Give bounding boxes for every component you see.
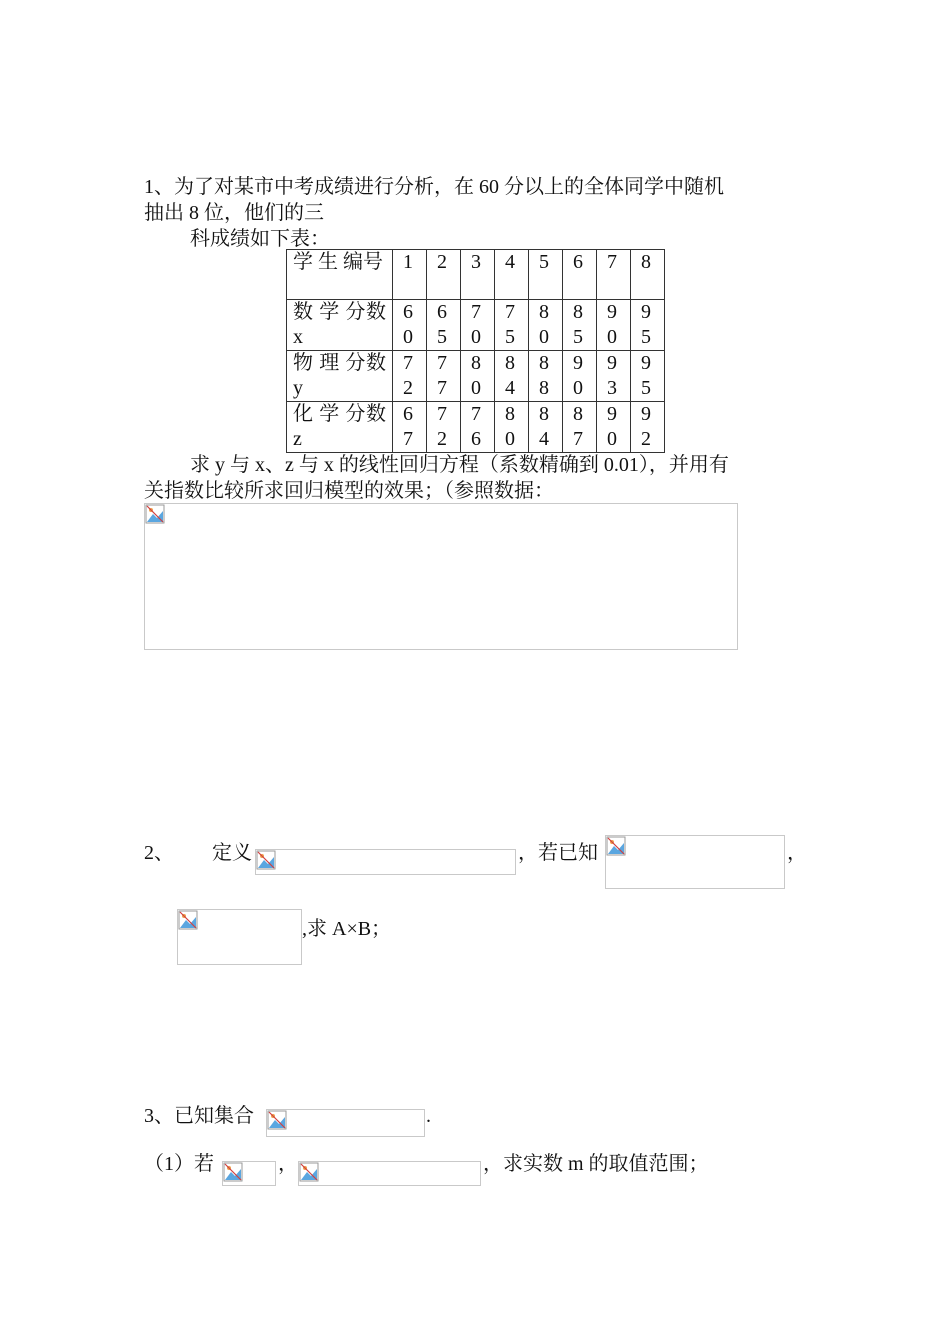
- table-row: [287, 351, 665, 402]
- problem1-line1: 1、为了对某市中考成绩进行分析，在 60 分以上的全体同学中随机: [144, 176, 724, 198]
- row-label-physics: 物 理 分数 y: [287, 351, 393, 402]
- chemistry-score: 67: [393, 402, 427, 453]
- row-label-math: 数 学 分数 x: [287, 300, 393, 351]
- set-a-formula-image: [605, 835, 785, 889]
- student-id: 6: [563, 250, 597, 300]
- header-label: 学 生 编号: [287, 250, 393, 300]
- broken-image-icon: [267, 1110, 287, 1130]
- reference-data-image: [144, 503, 738, 650]
- scores-table: [286, 249, 665, 453]
- problem3-part1-comma: ，: [278, 1153, 298, 1175]
- chemistry-score: 87: [563, 402, 597, 453]
- chemistry-score: 76: [461, 402, 495, 453]
- problem1-line5: 关指数比较所求回归模型的效果；（参照数据：: [144, 480, 554, 502]
- math-score: 60: [393, 300, 427, 351]
- problem1-line2: 抽出 8 位，他们的三: [144, 202, 324, 224]
- problem2-comma: ，: [787, 842, 807, 864]
- broken-image-icon: [145, 504, 165, 524]
- math-score: 95: [631, 300, 665, 351]
- math-score: 80: [529, 300, 563, 351]
- chemistry-score: 90: [597, 402, 631, 453]
- physics-score: 84: [495, 351, 529, 402]
- broken-image-icon: [299, 1162, 319, 1182]
- condition-formula-image: [222, 1161, 276, 1186]
- problem1-line3: 科成绩如下表：: [190, 228, 330, 250]
- math-score: 90: [597, 300, 631, 351]
- problem3-line1: 3、已知集合: [144, 1105, 254, 1127]
- math-score: 75: [495, 300, 529, 351]
- physics-score: 90: [563, 351, 597, 402]
- student-id: 1: [393, 250, 427, 300]
- physics-score: 88: [529, 351, 563, 402]
- row-label-chemistry: 化 学 分数 z: [287, 402, 393, 453]
- condition2-formula-image: [298, 1161, 481, 1186]
- math-score: 85: [563, 300, 597, 351]
- student-id: 3: [461, 250, 495, 300]
- math-score: 70: [461, 300, 495, 351]
- table-row: [287, 250, 665, 300]
- set-formula-image: [266, 1109, 425, 1137]
- problem1-line4: 求 y 与 x、z 与 x 的线性回归方程（系数精确到 0.01），并用有: [190, 454, 729, 476]
- chemistry-score: 84: [529, 402, 563, 453]
- definition-formula-image: [255, 849, 516, 875]
- student-id: 5: [529, 250, 563, 300]
- chemistry-score: 92: [631, 402, 665, 453]
- chemistry-score: 80: [495, 402, 529, 453]
- broken-image-icon: [178, 910, 198, 930]
- physics-score: 95: [631, 351, 665, 402]
- problem3-part1-suffix: ，求实数 m 的取值范围；: [483, 1153, 709, 1175]
- problem3-part1-prefix: （1）若: [144, 1153, 214, 1175]
- physics-score: 72: [393, 351, 427, 402]
- student-id: 2: [427, 250, 461, 300]
- student-id: 8: [631, 250, 665, 300]
- broken-image-icon: [256, 850, 276, 870]
- math-score: 65: [427, 300, 461, 351]
- physics-score: 80: [461, 351, 495, 402]
- physics-score: 93: [597, 351, 631, 402]
- problem3-dot: .: [426, 1105, 431, 1127]
- problem2-known: ，若已知: [518, 842, 598, 864]
- problem2-ask: ,求 A×B；: [302, 918, 392, 940]
- broken-image-icon: [223, 1162, 243, 1182]
- physics-score: 77: [427, 351, 461, 402]
- table-row: [287, 402, 665, 453]
- set-b-formula-image: [177, 909, 302, 965]
- table-row: [287, 300, 665, 351]
- problem2-number: 2、: [144, 842, 174, 864]
- problem2-define: 定义: [212, 842, 252, 864]
- chemistry-score: 72: [427, 402, 461, 453]
- broken-image-icon: [606, 836, 626, 856]
- student-id: 4: [495, 250, 529, 300]
- student-id: 7: [597, 250, 631, 300]
